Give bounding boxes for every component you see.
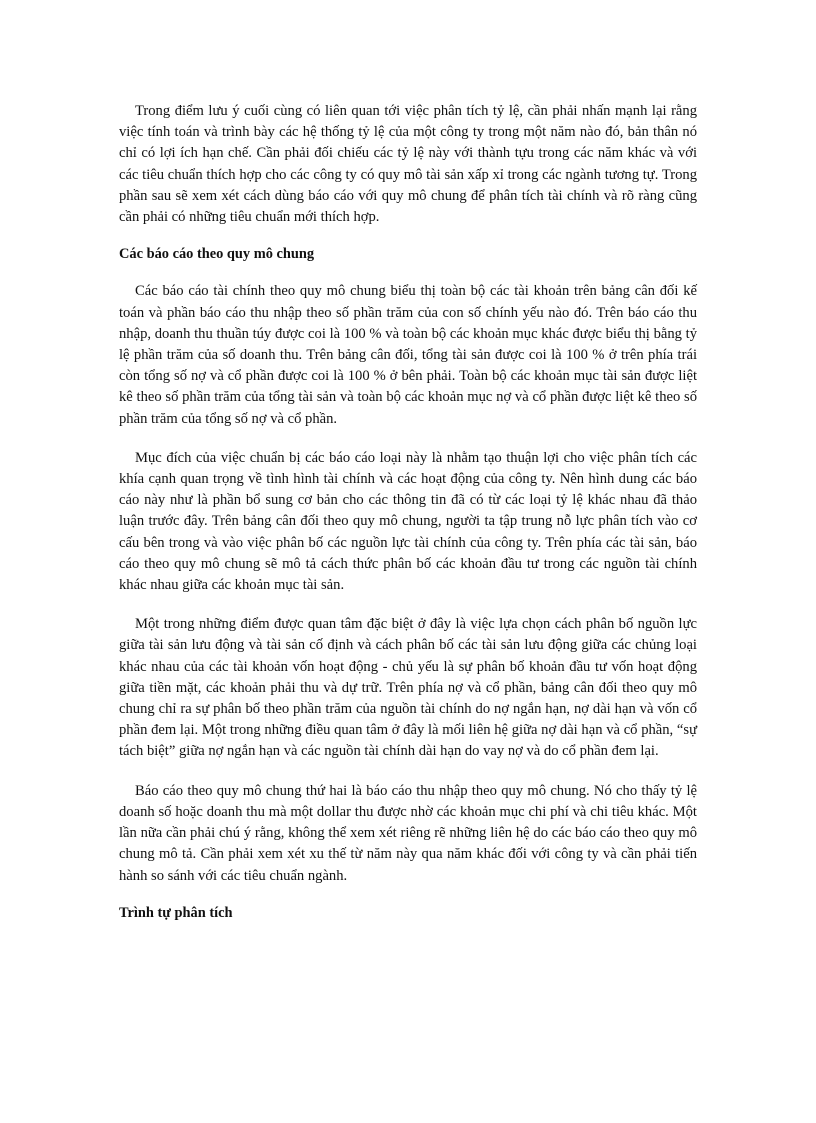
heading-analysis-procedure: Trình tự phân tích — [119, 904, 233, 921]
document-page — [119, 101, 697, 924]
paragraph-purpose: Mục đích của việc chuẩn bị các báo cáo loại này là nhằm tạo thuận lợi cho việc phân tích các khía cạnh quan trọng về tình hình tài chính và các hoạt động của công ty. Nên hình dung các báo cáo này như là phần bổ sung cơ bản cho các thông tin đã có từ các loại tỷ lệ khác nhau đã thảo luận trước đây. Trên bảng cân đối theo quy mô chung, người ta tập trung nỗ lực phân tích vào cơ cấu bên trong và vào việc phân bố các nguồn lực tài chính của công ty. Trên phía các tài sản, báo cáo theo quy mô chung sẽ mô tả cách thức phân bố các khoản đầu tư trong các nguồn tài chính khác nhau giữa các khoản mục tài sản. — [119, 449, 697, 594]
heading-common-size-statements: Các báo cáo theo quy mô chung — [119, 246, 315, 263]
paragraph-income-statement: Báo cáo theo quy mô chung thứ hai là báo cáo thu nhập theo quy mô chung. Nó cho thấy tỷ lệ doanh số hoặc doanh thu mà một dollar thu được nhờ các khoản mục chi phí và chi tiêu khác. Một lần nữa cần phải chú ý rằng, không thể xem xét riêng rẽ những liên hệ do các báo cáo theo quy mô chung mô tả. Cần phải xem xét xu thế từ năm này qua năm khác đối với công ty và cần phải tiến hành so sánh với các tiêu chuẩn ngành. — [119, 782, 697, 884]
paragraph-ratio-analysis-note: Trong điểm lưu ý cuối cùng có liên quan tới việc phân tích tỷ lệ, cần phải nhấn mạnh lại rằng việc tính toán và trình bày các hệ thống tỷ lệ của một công ty trong một năm nào đó, bản thân nó chỉ có lợi ích hạn chế. Cần phải đối chiếu các tỷ lệ này với thành tựu trong các năm khác và với các tiêu chuẩn thích hợp cho các công ty có quy mô tài sản xấp xỉ trong các ngành tương tự. Trong phần sau sẽ xem xét cách dùng báo cáo với quy mô chung để phân tích tài chính và rõ ràng cũng cần phải có những tiêu chuẩn mới thích hợp. — [119, 103, 697, 226]
paragraph-resource-allocation: Một trong những điểm được quan tâm đặc biệt ở đây là việc lựa chọn cách phân bố nguồn lực giữa tài sản lưu động và tài sản cố định và cách phân bố các tài sản lưu động giữa các chủng loại khác nhau của các tài khoản vốn hoạt động - chủ yếu là sự phân bố khoản đầu tư vốn hoạt động giữa tiền mặt, các khoản phải thu và dự trữ. Trên phía nợ và cổ phần, bảng cân đối theo quy mô chung chỉ ra sự phân bố theo phần trăm của nguồn tài chính do nợ ngắn hạn, nợ dài hạn và vốn cổ phần đem lại. Một trong những điều quan tâm ở đây là mối liên hệ giữa nợ dài hạn và cổ phần, “sự tách biệt” giữa nợ ngắn hạn và các nguồn tài chính dài hạn do vay nợ và do cổ phần đem lại. — [119, 616, 697, 760]
paragraph-common-size-definition: Các báo cáo tài chính theo quy mô chung biểu thị toàn bộ các tài khoản trên bảng cân đối kế toán và phần báo cáo thu nhập theo số phần trăm của con số chính yếu nào đó. Trên báo cáo thu nhập, doanh thu thuần túy được coi là 100 % và toàn bộ các khoản mục khác được biểu thị bằng tỷ lệ phần trăm của số doanh thu. Trên bảng cân đối, tổng tài sản được coi là 100 % ở trên phía trái còn tổng số nợ và cổ phần được coi là 100 % ở bên phải. Toàn bộ các khoản mục tài sản được liệt kê theo số phần trăm của tổng tài sản và toàn bộ các khoản mục nợ và cổ phần được liệt kê theo số phần trăm của tổng số nợ và cổ phần. — [119, 283, 697, 427]
